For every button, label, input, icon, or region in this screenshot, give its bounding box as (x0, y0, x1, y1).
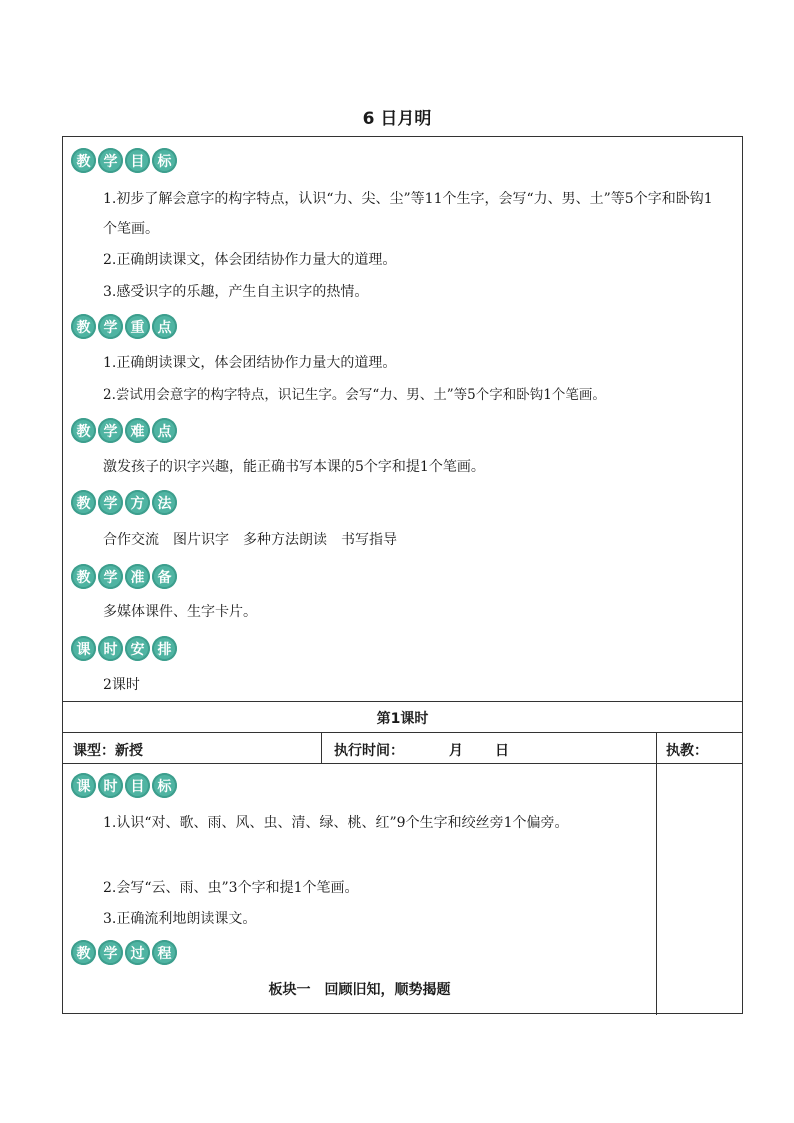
heading-char: 重 (125, 314, 150, 339)
goal-item-2: 2.正确朗读课文，体会团结协作力量大的道理。 (103, 252, 397, 268)
heading-char: 安 (125, 636, 150, 661)
heading-char: 排 (152, 636, 177, 661)
row-divider (63, 732, 742, 733)
section-heading-schedule (71, 636, 177, 661)
heading-char: 教 (71, 418, 96, 443)
heading-char: 标 (152, 148, 177, 173)
lesson-plan-table (62, 136, 743, 1014)
teacher-label: 执教： (666, 743, 708, 759)
lesson-goal-item-2: 2.会写“云、雨、虫”3个字和提1个笔画。 (103, 880, 359, 896)
heading-char: 学 (98, 940, 123, 965)
heading-char: 学 (98, 564, 123, 589)
day-label: 日 (495, 743, 509, 759)
lesson-type: 课型：新授 (73, 743, 143, 759)
section-heading-preparation (71, 564, 177, 589)
column-divider (656, 732, 657, 1015)
heading-char: 教 (71, 490, 96, 515)
heading-char: 教 (71, 314, 96, 339)
heading-char: 目 (125, 773, 150, 798)
heading-char: 点 (152, 314, 177, 339)
heading-char: 方 (125, 490, 150, 515)
heading-char: 学 (98, 418, 123, 443)
section-heading-key-points (71, 314, 177, 339)
heading-char: 备 (152, 564, 177, 589)
heading-char: 标 (152, 773, 177, 798)
section-heading-goals (71, 148, 177, 173)
heading-char: 教 (71, 940, 96, 965)
heading-char: 目 (125, 148, 150, 173)
heading-char: 学 (98, 314, 123, 339)
heading-char: 课 (71, 773, 96, 798)
heading-char: 学 (98, 148, 123, 173)
difficulty-item-1: 激发孩子的识字兴趣，能正确书写本课的5个字和提1个笔画。 (103, 459, 485, 475)
heading-char: 难 (125, 418, 150, 443)
heading-char: 课 (71, 636, 96, 661)
lesson-goal-item-1: 1.认识“对、歌、雨、风、虫、清、绿、桃、红”9个生字和绞丝旁1个偏旁。 (103, 815, 569, 831)
section-heading-process (71, 940, 177, 965)
section-heading-methods (71, 490, 177, 515)
schedule-item-1: 2课时 (103, 677, 140, 693)
page-title: 6 日月明 (362, 109, 432, 129)
key-point-item-1: 1.正确朗读课文，体会团结协作力量大的道理。 (103, 355, 397, 371)
method-item-1: 合作交流 图片识字 多种方法朗读 书写指导 (103, 532, 397, 548)
heading-char: 法 (152, 490, 177, 515)
heading-char: 过 (125, 940, 150, 965)
heading-char: 时 (98, 636, 123, 661)
heading-char: 学 (98, 490, 123, 515)
heading-char: 点 (152, 418, 177, 443)
process-block-title: 板块一 回顾旧知，顺势揭题 (268, 982, 451, 998)
row-divider (63, 763, 742, 764)
lesson-title: 第1课时 (376, 711, 429, 727)
heading-char: 时 (98, 773, 123, 798)
goal-item-1: 1.初步了解会意字的构字特点，认识“力、尖、尘”等11个生字，会写“力、男、土”等5个字和卧钩1个笔画。 (103, 191, 713, 237)
lesson-goal-item-3: 3.正确流利地朗读课文。 (103, 911, 257, 927)
row-divider (63, 701, 742, 702)
column-divider (321, 732, 322, 763)
heading-char: 准 (125, 564, 150, 589)
preparation-item-1: 多媒体课件、生字卡片。 (103, 604, 257, 620)
section-heading-lesson-goals (71, 773, 177, 798)
goal-item-3: 3.感受识字的乐趣，产生自主识字的热情。 (103, 284, 369, 300)
heading-char: 教 (71, 148, 96, 173)
heading-char: 教 (71, 564, 96, 589)
key-point-item-2: 2.尝试用会意字的构字特点，识记生字。会写“力、男、土”等5个字和卧钩1个笔画。 (103, 387, 606, 403)
section-heading-difficulties (71, 418, 177, 443)
month-label: 月 (449, 743, 463, 759)
execution-time-label: 执行时间： (334, 743, 404, 759)
heading-char: 程 (152, 940, 177, 965)
